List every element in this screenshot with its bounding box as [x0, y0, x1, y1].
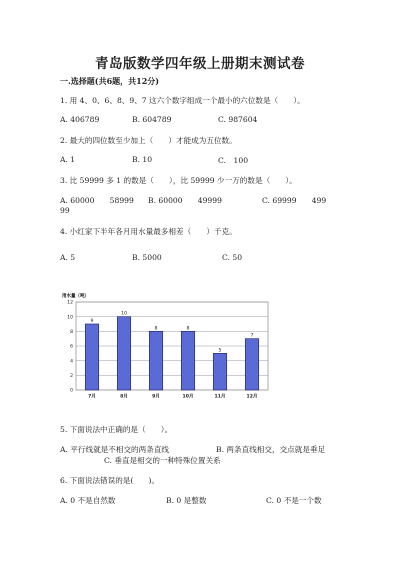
question-6-option-a: A. 0 不是自然数	[60, 496, 116, 505]
chart-xtick-label-4: 11月	[214, 394, 226, 400]
question-2-option-a: A. 1	[60, 155, 76, 164]
question-3-option-c: C. 69999 499	[262, 196, 327, 205]
chart-ytick-label-5: 10	[67, 315, 73, 321]
question-1-option-a: A. 406789	[60, 115, 100, 124]
chart-xtick-label-2: 9月	[152, 394, 160, 400]
chart-bar-1	[117, 317, 130, 390]
chart-data-label-3: 8	[186, 326, 190, 332]
question-3-text: 3. 比 59999 多 1 的数是（ ），比 59999 少一万的数是（ ）。	[60, 176, 297, 185]
question-1-option-b: B. 604789	[132, 115, 172, 124]
question-1-option-c: C. 987604	[218, 115, 258, 124]
chart-bar-5	[245, 339, 258, 390]
chart-bar-2	[149, 331, 162, 390]
chart-ytick-label-4: 8	[70, 329, 73, 335]
question-4-option-c: C. 50	[222, 253, 243, 262]
chart-bar-3	[181, 331, 194, 390]
chart-ytick-label-6: 12	[67, 300, 73, 306]
question-3-option-a: A. 60000 58999	[60, 196, 134, 205]
question-5-text: 5. 下面说法中正确的是（ ）。	[60, 425, 173, 434]
question-4-text: 4. 小红家下半年各月用水量最多相差（ ）千克。	[60, 227, 237, 236]
chart-ylabel: 用水量（吨）	[62, 294, 89, 299]
question-1-text: 1. 用 4、0、6、8、9、7 这六个数字组成一个最小的六位数是（ ）。	[60, 96, 305, 105]
chart-data-label-1: 10	[121, 311, 127, 317]
page-title: 青岛版数学四年级上册期末测试卷	[95, 56, 305, 72]
chart-data-label-0: 9	[90, 319, 94, 324]
question-4-option-a: A. 5	[60, 253, 76, 262]
chart-ytick-label-2: 4	[70, 359, 73, 365]
question-2-text: 2. 最大的四位数至少加上（ ）才能成为五位数。	[60, 136, 237, 145]
question-6-text: 6. 下面说法错误的是( )。	[60, 476, 160, 485]
question-3-option-b: B. 60000 49999	[148, 196, 222, 205]
chart-xtick-label-0: 7月	[88, 394, 96, 400]
question-6-option-b: B. 0 是整数	[166, 496, 207, 505]
question-5-option-b: B. 两条直线相交，交点就是垂足	[216, 445, 326, 454]
chart-data-label-4: 5	[218, 348, 222, 354]
section-heading: 一.选择题(共6题，共12分)	[60, 76, 160, 86]
chart-xtick-label-1: 8月	[120, 394, 128, 400]
question-4-option-b: B. 5000	[132, 253, 162, 262]
chart-ytick-label-0: 0	[70, 388, 73, 394]
question-2-option-c: C. 100	[218, 156, 249, 165]
question-3-option-c-wrap: 99	[60, 206, 70, 215]
chart-ytick-label-1: 2	[70, 373, 73, 379]
chart-bar-0	[85, 324, 98, 390]
chart-data-label-5: 7	[250, 333, 254, 339]
question-6-option-c: C. 0 不是一个数	[266, 496, 322, 505]
question-2-option-b: B. 10	[132, 155, 153, 164]
chart-data-label-2: 8	[154, 326, 158, 332]
chart-bar-4	[213, 353, 226, 390]
water-usage-bar-chart	[58, 290, 273, 405]
question-5-option-a: A. 平行线就是不相交的两条直线	[60, 445, 170, 454]
chart-xtick-label-5: 12月	[246, 394, 258, 400]
chart-ytick-label-3: 6	[70, 344, 73, 350]
question-5-option-c: C. 垂直是相交的一种特殊位置关系	[104, 456, 221, 465]
chart-xtick-label-3: 10月	[182, 394, 194, 400]
